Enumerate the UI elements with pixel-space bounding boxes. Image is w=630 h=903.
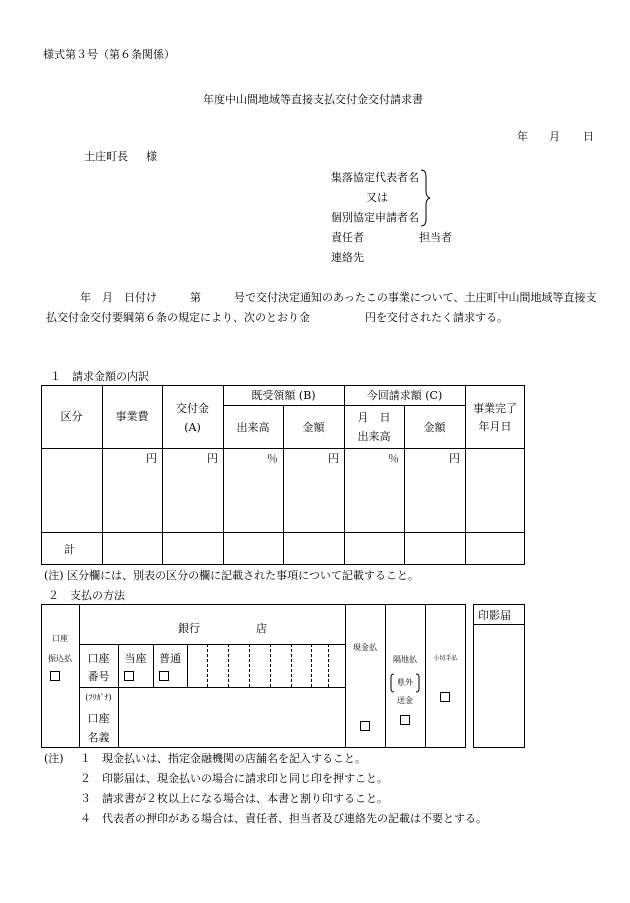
enchi-checkbox[interactable] [400,715,410,725]
date-year: 年 [517,130,528,143]
touza-checkbox[interactable] [124,671,134,681]
futsu-label: 普通 [159,652,181,665]
genkin-checkbox[interactable] [360,721,370,731]
sub-kingaku: 金額 [302,421,325,434]
koza-furikomi-checkbox[interactable] [50,671,60,681]
touza-label: 当座 [124,652,147,665]
addressee: 土庄町長 [84,150,128,163]
unit-pct: ％ [267,452,278,465]
koza-no-1: 口座 [87,652,110,665]
section2-heading: ２ 支払の方法 [48,589,125,602]
rep-label: 集落協定代表者名 [331,171,419,184]
section1-heading: １ 請求金額の内訳 [50,370,149,383]
bank-label: 銀行 [178,622,200,635]
notes-prefix: (注) [44,752,64,765]
unit-yen: 円 [146,452,157,465]
col-kubun: 区分 [60,410,83,423]
brace-icon [419,169,431,227]
kogitte-checkbox[interactable] [440,692,450,702]
inei-label: 印影届 [478,609,511,622]
enchi-label-1: 隔地払 [393,655,417,664]
col-kanryo-1: 事業完了 [473,402,517,415]
individual-label: 個別協定申請者名 [331,211,419,224]
date-month: 月 [549,130,560,143]
branch-label: 店 [256,622,267,635]
note-item: １ 現金払いは、指定金融機関の店舗名を記入すること。 [80,752,366,765]
sub-kingaku-2: 金額 [423,421,446,434]
col-kijyu: 既受領額 (B) [251,389,316,402]
sub-tsukihi: 月 日 [357,411,391,424]
responsible-label: 責任者 [331,231,364,244]
date-day: 日 [583,130,594,143]
form-number: 様式第３号（第６条関係） [43,48,175,61]
honorific: 様 [146,150,157,163]
page-title: 年度中山間地域等直接支払交付金交付請求書 [203,93,423,106]
koza-no-2: 番号 [87,670,110,683]
koza-furikomi-label: 振込払 [48,654,72,663]
unit-yen: 円 [328,452,339,465]
col-konkai: 今回請求額 (C) [366,389,443,402]
col-kanryo-2: 年月日 [478,420,512,433]
contact-label: 連絡先 [331,251,364,264]
kana-label: (ﾌﾘｶﾞﾅ) [85,693,112,702]
note-item: ４ 代表者の押印がある場合は、責任者、担当者及び連絡先の記載は不要とする。 [80,812,487,825]
section1-note: (注) 区分欄には、別表の区分の欄に記載された事項について記載すること。 [44,569,419,582]
futsu-checkbox[interactable] [159,671,169,681]
meigi-2: 名義 [87,731,110,744]
body-line-2: 払交付金交付要綱第６条の規定により、次のとおり金 円を交付されたく請求する。 [46,311,508,324]
meigi-1: 口座 [87,712,110,725]
enchi-label-3: 送金 [397,696,413,705]
unit-yen: 円 [449,452,460,465]
body-line-1: 年 月 日付け 第 号で交付決定通知のあったこの事業について、土庄町中山間地域等直接支 [80,291,597,304]
inei-box [473,604,525,748]
sub-dekidaka-2: 出来高 [357,430,391,443]
or-label: 又は [366,191,388,204]
col-koufukin: 交付金 [176,402,209,415]
col-koufukin-a: (A) [184,421,201,434]
note-item: ２ 印影届は、現金払いの場合に請求印と同じ印を押すこと。 [80,772,388,785]
col-jigyouhi: 事業費 [115,410,149,423]
unit-pct: ％ [388,452,399,465]
sub-dekidaka: 出来高 [236,421,270,434]
unit-yen: 円 [207,452,218,465]
enchi-label-2: 県外 [397,678,413,687]
genkin-label: 現金払 [353,643,377,652]
staff-label: 担当者 [419,231,452,244]
koza-label: 口座 [52,634,68,643]
total-label: 計 [64,543,75,556]
kogitte-label: 小切手払 [433,655,458,662]
note-item: ３ 請求書が２枚以上になる場合は、本書と割り印すること。 [80,792,388,805]
